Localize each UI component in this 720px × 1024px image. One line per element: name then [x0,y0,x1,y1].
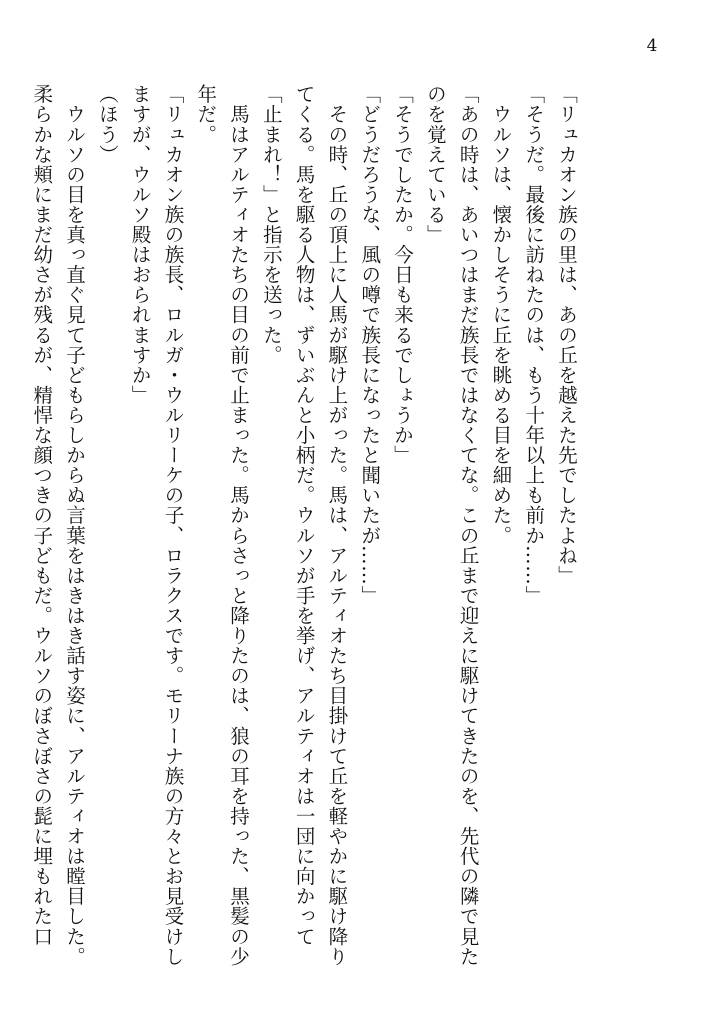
text-line: 馬はアルティオたちの目の前で止まった。馬からさっと降りたのは、狼の耳を持った、黒髪の少 [227,84,251,967]
text-line: 「リュカオン族の里は、あの丘を越えた先でしたよね」 [555,84,578,586]
text-line: ますが、ウルソ殿はおられますか」 [128,84,152,405]
text-line: 「止まれ！」と指示を送った。 [259,84,283,365]
text-line: 年だ。 [194,84,218,145]
text-line: 「どうだろうな、風の噂で族長になったと聞いたが……」 [358,84,382,606]
page-number: 4 [646,36,658,56]
vertical-text-body [30,84,582,967]
text-line: 「あの時は、あいつはまだ族長ではなくてな。この丘まで迎えに駆けてきたのを、先代の隣で見た [456,84,480,967]
text-line: （ほう） [95,84,119,165]
text-line: ウルソは、懐かしそうに丘を眺める目を細めた。 [489,84,513,546]
text-line: 柔らかな頬にまだ幼さが残るが、精悍な顔つきの子どもだ。ウルソのぼさぼさの髭に埋もれた口 [30,84,54,947]
text-line: 「そうだ。最後に訪ねたのは、もう十年以上も前か……」 [522,84,546,606]
text-line: 「リュカオン族の族長、ロルガ・ウルリーケの子、ロラクスです。モリーナ族の方々とお見受けし [161,84,185,967]
text-line: その時、丘の頂上に人馬が駆け上がった。馬は、アルティオたち目掛けて丘を軽やかに駆け降り [325,84,349,967]
text-line: のを覚えている」 [423,84,447,245]
text-line: ウルソの目を真っ直ぐ見て子どもらしからぬ言葉をはきはき話す姿に、アルティオは瞠目した。 [63,84,87,967]
text-line: てくる。馬を駆る人物は、ずいぶんと小柄だ。ウルソが手を挙げ、アルティオは一団に向かって [292,84,316,947]
text-line: 「そうでしたか。今日も来るでしょうか」 [391,84,415,465]
